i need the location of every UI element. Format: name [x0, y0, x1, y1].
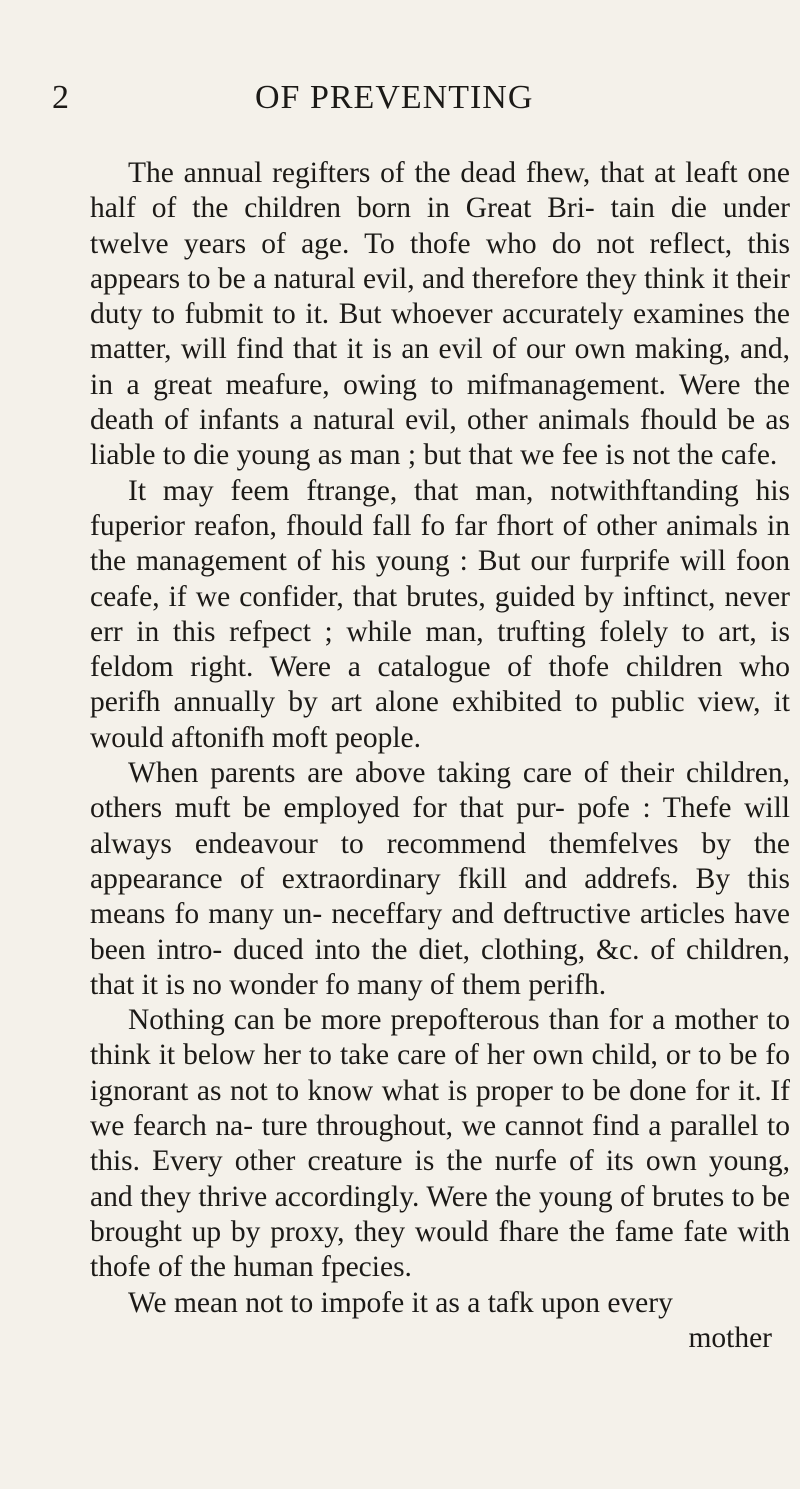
running-head: OF PREVENTING — [255, 79, 534, 116]
paragraph: The annual regifters of the dead fhew, that at leaft one half of the children born in Great Bri- tain die under twelve years of age. To thofe who do not reflect, this appears to be a natural evil, and therefore they think it their duty to fubmit to it. But whoever accurately examines the matter, will find that it is an evil of our own making, and, in a great meafure, owing to mifmanagement. Were the death of infants a natural evil, other animals fhould be as liable to die young as man ; but that we fee is not the cafe. — [90, 157, 790, 472]
body-text — [90, 156, 790, 1356]
page-number: 2 — [52, 79, 69, 116]
paragraph: Nothing can be more prepofterous than for a mother to think it below her to take care of her own child, or to be fo ignorant as not to know what is proper to be done for it. If we fearch na- ture throughout, we cannot find a parallel to this. Every other creature is the nurfe of its own young, and they thrive accordingly. Were the young of brutes to be brought up by proxy, they would fhare the fame fate with thofe of the human fpecies. — [90, 1004, 790, 1284]
catchword: mother — [688, 1321, 772, 1354]
paragraph: When parents are above taking care of their children, others muft be employed for that pur- pofe : Thefe will always endeavour to recommend themfelves by the appearance of extraordinary fkill and addrefs. By this means fo many un- neceffary and deftructive articles have been intro- duced into the diet, clothing, &c. of children, that it is no wonder fo many of them perifh. — [90, 757, 790, 1001]
paragraph: We mean not to impofe it as a tafk upon every — [128, 1286, 673, 1319]
paragraph: It may feem ftrange, that man, notwithftanding his fuperior reafon, fhould fall fo far fhort of other animals in the management of his young : But our furprife will foon ceafe, if we confider, that brutes, guided by inftinct, never err in this refpect ; while man, trufting folely to art, is feldom right. Were a catalogue of thofe children who perifh annually by art alone exhibited to public view, it would aftonifh moft people. — [90, 474, 790, 754]
page-header — [40, 78, 780, 138]
